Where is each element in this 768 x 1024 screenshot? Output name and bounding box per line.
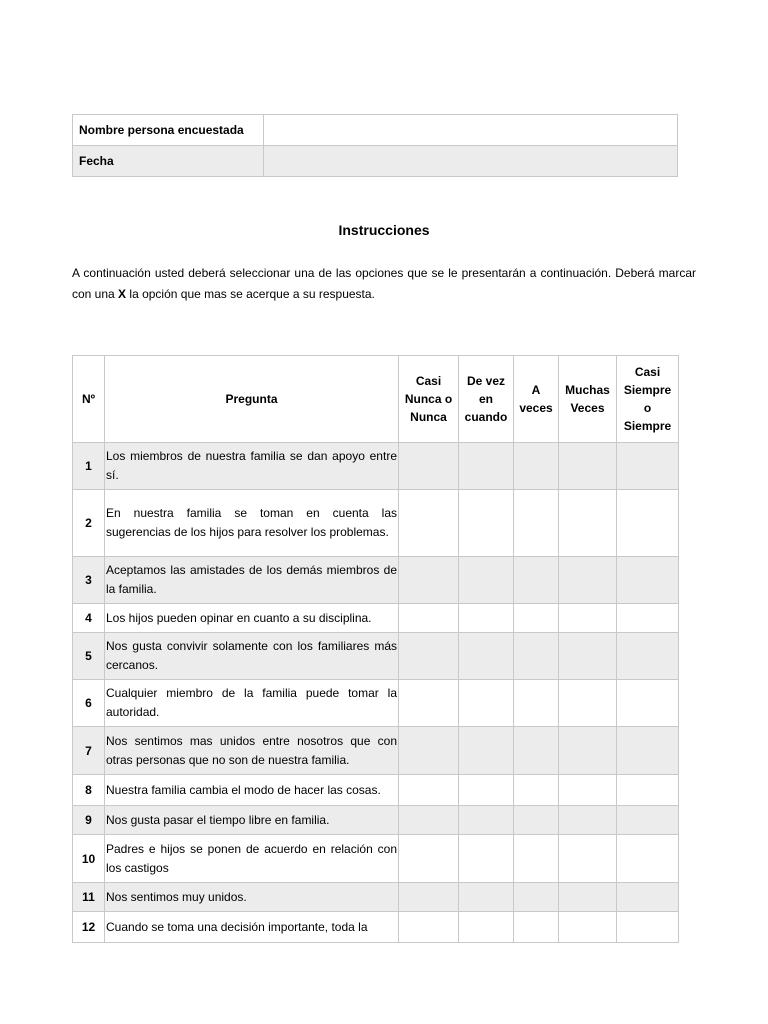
- answer-cell-option-1[interactable]: [399, 633, 459, 680]
- question-row: [73, 883, 679, 912]
- question-text: Los hijos pueden opinar en cuanto a su disciplina.: [105, 604, 399, 633]
- question-text: Padres e hijos se ponen de acuerdo en relación con los castigos: [105, 835, 399, 883]
- answer-cell-option-5[interactable]: [617, 443, 679, 490]
- question-text: Nos sentimos mas unidos entre nosotros que con otras personas que no son de nuestra familia.: [105, 727, 399, 775]
- question-text: Nos gusta convivir solamente con los familiares más cercanos.: [105, 633, 399, 680]
- question-number: 1: [73, 443, 105, 490]
- question-row: [73, 490, 679, 557]
- question-row: [73, 835, 679, 883]
- question-number: 11: [73, 883, 105, 912]
- answer-cell-option-2[interactable]: [459, 633, 514, 680]
- answer-cell-option-1[interactable]: [399, 490, 459, 557]
- answer-cell-option-5[interactable]: [617, 557, 679, 604]
- answer-cell-option-2[interactable]: [459, 680, 514, 727]
- instructions-text-before: A continuación usted deberá seleccionar una de las opciones que se le presentarán a continuación. Deberá marcar con una: [72, 266, 696, 301]
- question-number: 3: [73, 557, 105, 604]
- question-text: Nos gusta pasar el tiempo libre en familia.: [105, 806, 399, 835]
- answer-cell-option-3[interactable]: [514, 443, 559, 490]
- answer-cell-option-3[interactable]: [514, 633, 559, 680]
- question-text: Nuestra familia cambia el modo de hacer las cosas.: [105, 775, 399, 806]
- answer-cell-option-2[interactable]: [459, 490, 514, 557]
- question-number: 2: [73, 490, 105, 557]
- answer-cell-option-2[interactable]: [459, 806, 514, 835]
- question-row: [73, 604, 679, 633]
- answer-cell-option-5[interactable]: [617, 912, 679, 943]
- answer-cell-option-4[interactable]: [559, 912, 617, 943]
- answer-cell-option-3[interactable]: [514, 835, 559, 883]
- questionnaire-table: [72, 355, 679, 943]
- question-number: 6: [73, 680, 105, 727]
- respondent-name-row: [73, 115, 678, 146]
- header-option-4: Muchas Veces: [559, 356, 617, 443]
- answer-cell-option-1[interactable]: [399, 443, 459, 490]
- answer-cell-option-3[interactable]: [514, 490, 559, 557]
- answer-cell-option-4[interactable]: [559, 775, 617, 806]
- question-row: [73, 806, 679, 835]
- answer-cell-option-2[interactable]: [459, 775, 514, 806]
- question-row: [73, 912, 679, 943]
- question-number: 10: [73, 835, 105, 883]
- answer-cell-option-3[interactable]: [514, 557, 559, 604]
- answer-cell-option-5[interactable]: [617, 727, 679, 775]
- header-option-2: De vez en cuando: [459, 356, 514, 443]
- header-row: [73, 356, 679, 443]
- instructions-text: [72, 263, 696, 305]
- answer-cell-option-4[interactable]: [559, 727, 617, 775]
- question-text: Cuando se toma una decisión importante, toda la: [105, 912, 399, 943]
- question-row: [73, 443, 679, 490]
- answer-cell-option-4[interactable]: [559, 680, 617, 727]
- question-row: [73, 727, 679, 775]
- answer-cell-option-1[interactable]: [399, 775, 459, 806]
- answer-cell-option-3[interactable]: [514, 912, 559, 943]
- answer-cell-option-5[interactable]: [617, 775, 679, 806]
- instructions-mark: X: [118, 287, 127, 301]
- question-text: En nuestra familia se toman en cuenta las sugerencias de los hijos para resolver los problemas.: [105, 490, 399, 557]
- answer-cell-option-2[interactable]: [459, 912, 514, 943]
- answer-cell-option-2[interactable]: [459, 557, 514, 604]
- question-text: Cualquier miembro de la familia puede tomar la autoridad.: [105, 680, 399, 727]
- answer-cell-option-5[interactable]: [617, 835, 679, 883]
- question-number: 4: [73, 604, 105, 633]
- answer-cell-option-5[interactable]: [617, 883, 679, 912]
- answer-cell-option-2[interactable]: [459, 835, 514, 883]
- answer-cell-option-5[interactable]: [617, 604, 679, 633]
- instructions-text-after: la opción que mas se acerque a su respuesta.: [126, 287, 375, 301]
- answer-cell-option-1[interactable]: [399, 912, 459, 943]
- answer-cell-option-5[interactable]: [617, 680, 679, 727]
- answer-cell-option-5[interactable]: [617, 490, 679, 557]
- questions-body: [73, 443, 679, 943]
- date-row: [73, 146, 678, 177]
- answer-cell-option-3[interactable]: [514, 775, 559, 806]
- respondent-name-field[interactable]: [264, 115, 678, 146]
- question-number: 7: [73, 727, 105, 775]
- question-text: Los miembros de nuestra familia se dan apoyo entre sí.: [105, 443, 399, 490]
- header-option-5: Casi Siempre o Siempre: [617, 356, 679, 443]
- header-question: Pregunta: [105, 356, 399, 443]
- answer-cell-option-4[interactable]: [559, 604, 617, 633]
- answer-cell-option-4[interactable]: [559, 883, 617, 912]
- header-option-3: A veces: [514, 356, 559, 443]
- date-field[interactable]: [264, 146, 678, 177]
- answer-cell-option-2[interactable]: [459, 604, 514, 633]
- question-number: 8: [73, 775, 105, 806]
- question-text: Aceptamos las amistades de los demás miembros de la familia.: [105, 557, 399, 604]
- answer-cell-option-1[interactable]: [399, 835, 459, 883]
- answer-cell-option-4[interactable]: [559, 835, 617, 883]
- answer-cell-option-5[interactable]: [617, 806, 679, 835]
- answer-cell-option-2[interactable]: [459, 727, 514, 775]
- answer-cell-option-3[interactable]: [514, 806, 559, 835]
- answer-cell-option-4[interactable]: [559, 490, 617, 557]
- answer-cell-option-3[interactable]: [514, 883, 559, 912]
- question-row: [73, 680, 679, 727]
- answer-cell-option-1[interactable]: [399, 557, 459, 604]
- answer-cell-option-1[interactable]: [399, 604, 459, 633]
- question-number: 12: [73, 912, 105, 943]
- question-row: [73, 775, 679, 806]
- answer-cell-option-1[interactable]: [399, 883, 459, 912]
- question-number: 5: [73, 633, 105, 680]
- respondent-name-label: Nombre persona encuestada: [73, 115, 264, 146]
- answer-cell-option-4[interactable]: [559, 443, 617, 490]
- answer-cell-option-1[interactable]: [399, 727, 459, 775]
- question-number: 9: [73, 806, 105, 835]
- answer-cell-option-2[interactable]: [459, 443, 514, 490]
- date-label: Fecha: [73, 146, 264, 177]
- header-num: Nº: [73, 356, 105, 443]
- question-text: Nos sentimos muy unidos.: [105, 883, 399, 912]
- answer-cell-option-4[interactable]: [559, 633, 617, 680]
- instructions-title: Instrucciones: [338, 222, 430, 238]
- respondent-info-table: [72, 114, 678, 177]
- answer-cell-option-1[interactable]: [399, 680, 459, 727]
- header-option-1: Casi Nunca o Nunca: [399, 356, 459, 443]
- question-row: [73, 557, 679, 604]
- answer-cell-option-3[interactable]: [514, 680, 559, 727]
- answer-cell-option-4[interactable]: [559, 806, 617, 835]
- question-row: [73, 633, 679, 680]
- answer-cell-option-4[interactable]: [559, 557, 617, 604]
- answer-cell-option-5[interactable]: [617, 633, 679, 680]
- answer-cell-option-3[interactable]: [514, 727, 559, 775]
- answer-cell-option-2[interactable]: [459, 883, 514, 912]
- answer-cell-option-1[interactable]: [399, 806, 459, 835]
- answer-cell-option-3[interactable]: [514, 604, 559, 633]
